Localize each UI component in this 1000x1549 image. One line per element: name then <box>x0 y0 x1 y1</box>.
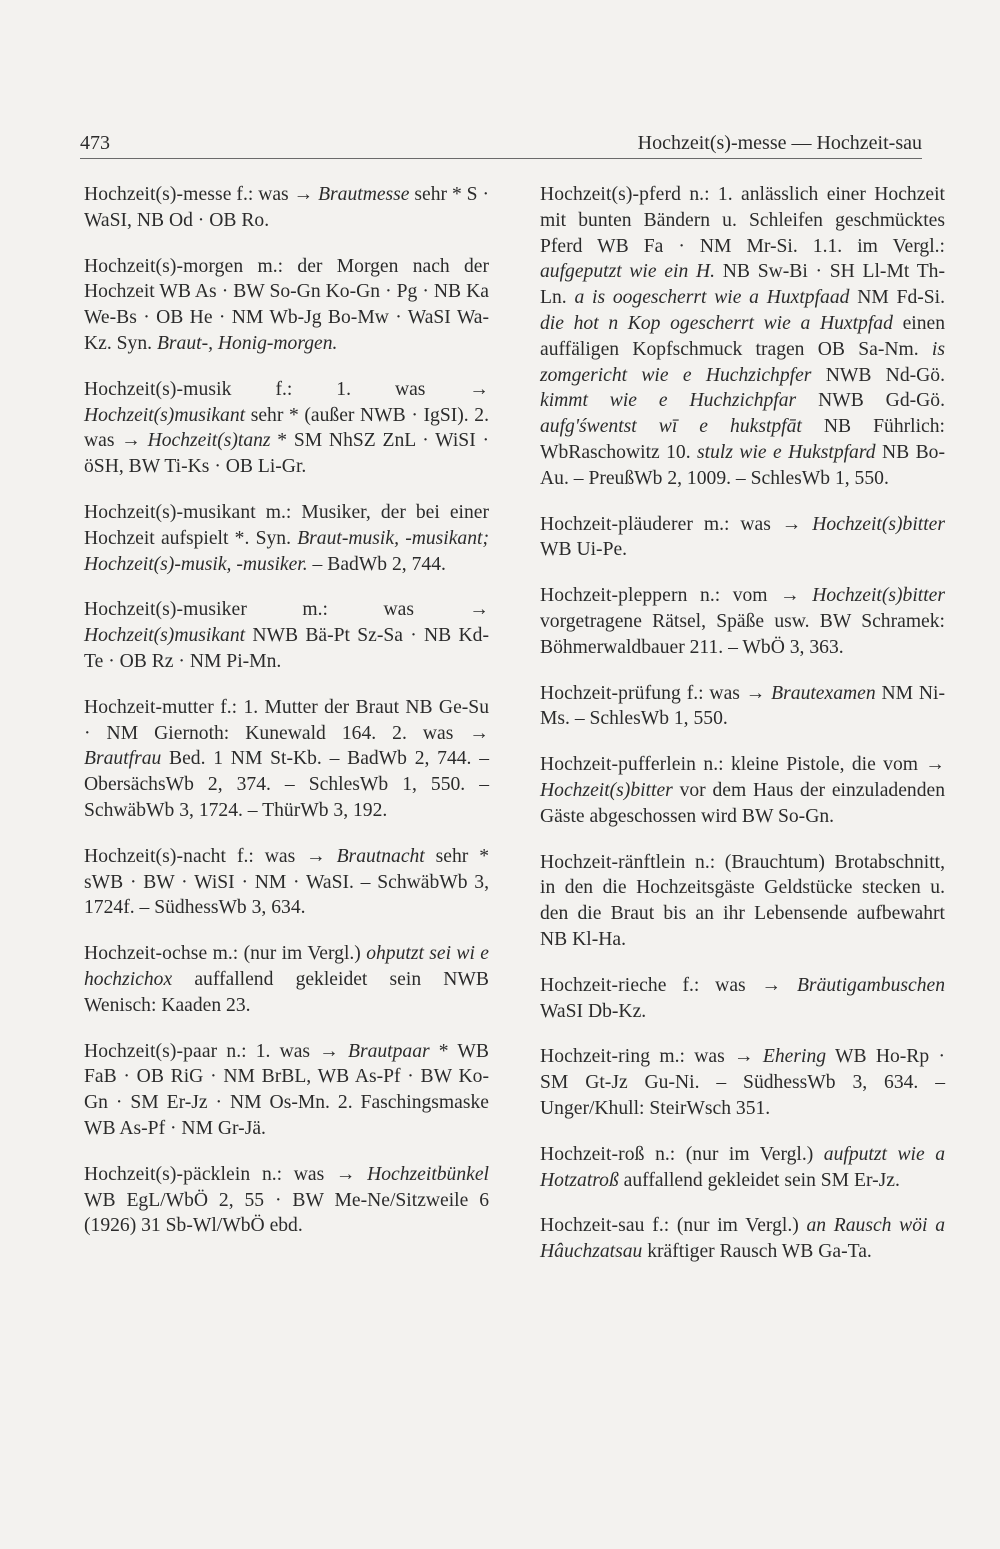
entry-body-text: vor dem Haus der einzuladenden Gäste abgeschossen wird BW So-Gn. <box>540 779 945 827</box>
entry-italic-text: Hochzeit(s)musikant <box>84 404 246 426</box>
entry-body-text: WB Ho-Rp · SM Gt-Jz Gu-Ni. – SüdhessWb 3, 634. – Unger/Khull: SteirWsch 351. <box>540 1046 945 1119</box>
entry-italic-text: Hochzeit(s)bitter <box>812 513 945 535</box>
dictionary-entry <box>540 850 945 953</box>
entry-body-text: Bed. 1 NM St-Kb. – BadWb 2, 744. – ObersächsWb 2, 374. – SchlesWb 1, 550. – SchwäbWb 3, 1724. – ThürWb 3, 192. <box>84 748 489 821</box>
entry-italic-text: kimmt wie e Huchzichpfar <box>540 390 797 412</box>
entry-text <box>540 681 945 733</box>
dictionary-entry <box>540 1044 945 1121</box>
entry-body-text: NM Fd-Si. <box>849 287 946 309</box>
dictionary-entry <box>540 973 945 1025</box>
dictionary-entry <box>540 512 945 564</box>
entry-italic-text: an Rausch wöi a Hâuchzatsau <box>540 1215 945 1263</box>
entry-lemma: Hochzeit-rieche <box>540 974 667 996</box>
entry-body-text: m.: was → <box>650 1046 763 1068</box>
running-head: Hochzeit(s)-messe — Hochzeit-sau <box>637 132 922 154</box>
entry-text <box>84 377 489 480</box>
page-number: 473 <box>80 132 110 154</box>
entry-text <box>84 597 489 674</box>
entry-lemma: Hochzeit(s)-musikant <box>84 501 256 523</box>
entry-lemma: Hochzeit(s)-morgen <box>84 255 244 277</box>
dictionary-entry <box>84 377 489 480</box>
entry-italic-text: Braut-, Honig-morgen. <box>156 332 338 354</box>
entry-lemma: Hochzeit-pufferlein <box>540 754 697 776</box>
entry-lemma: Hochzeit-roß <box>540 1143 645 1165</box>
entry-lemma: Hochzeit-pläuderer <box>540 513 694 535</box>
entry-body-text: * WB FaB · OB RiG · NM BrBL, WB As-Pf · BW Ko-Gn · SM Er-Jz · NM Os-Mn. 2. Faschingsmaske WB As-Pf · NM Gr-Jä. <box>84 1040 489 1139</box>
entry-body-text: f.: (nur im Vergl.) <box>644 1215 807 1237</box>
entry-lemma: Hochzeit-mutter <box>84 696 214 718</box>
left-column <box>84 182 489 1259</box>
dictionary-entry <box>84 597 489 674</box>
entry-body-text: n.: (Brauchtum) Brotabschnitt, in den die Hochzeitsgäste Geldstücke stecken u. den die Braut bis an ihr Lebensende aufbewahrt NB Kl-Ha. <box>540 851 945 950</box>
entry-text <box>84 1162 489 1239</box>
dictionary-entry <box>84 1039 489 1142</box>
dictionary-entry <box>84 695 489 824</box>
entry-body-text: f.: was → <box>231 184 319 205</box>
entry-italic-text: Bräutigambuschen <box>796 974 945 996</box>
dictionary-entry <box>84 182 489 234</box>
entry-body-text: n.: 1. was → <box>217 1040 348 1062</box>
entry-lemma: Hochzeit(s)-nacht <box>84 845 227 867</box>
entry-lemma: Hochzeit-ränftlein <box>540 851 686 873</box>
entry-body-text: f.: was → <box>666 974 797 996</box>
entry-italic-text: Brautexamen <box>771 682 876 704</box>
entry-text <box>540 1044 945 1121</box>
entry-lemma: Hochzeit-pleppern <box>540 585 688 607</box>
entry-text <box>84 941 489 1018</box>
entry-body-text: f.: was → <box>680 682 772 704</box>
entry-italic-text: is zomgericht wie e Huchzichpfer <box>540 338 945 386</box>
entry-body-text: m.: (nur im Vergl.) <box>207 943 367 965</box>
entry-text <box>84 695 489 824</box>
entry-lemma: Hochzeit(s)-musiker <box>84 599 247 621</box>
entry-body-text: n.: kleine Pistole, die vom → <box>696 754 945 776</box>
entry-italic-text: Ehering <box>762 1046 827 1068</box>
entry-text <box>540 973 945 1025</box>
dictionary-entry <box>84 1162 489 1239</box>
entry-lemma: Hochzeit(s)-päcklein <box>84 1163 251 1185</box>
entry-body-text: n.: vom → <box>687 585 813 607</box>
dictionary-entry <box>540 681 945 733</box>
entry-body-text: NWB Nd-Gö. <box>811 364 946 386</box>
entry-italic-text: Hochzeit(s)bitter <box>540 779 673 801</box>
entry-text <box>540 1213 945 1265</box>
entry-body-text: NWB Gd-Gö. <box>796 390 946 412</box>
entry-text <box>540 182 945 492</box>
entry-body-text: m.: was → <box>693 513 813 535</box>
entry-lemma: Hochzeit(s)-messe <box>84 184 232 205</box>
entry-italic-text: Brautnacht <box>336 845 425 867</box>
entry-text <box>84 500 489 577</box>
entry-italic-text: aufg'śwentst wī e hukstpfāt <box>540 416 802 438</box>
entry-italic-text: Hochzeit(s)tanz <box>147 430 271 452</box>
entry-body-text: f.: 1. was → <box>231 378 489 400</box>
entry-italic-text: ohputzt sei wi e hochzichox <box>84 943 489 990</box>
entry-lemma: Hochzeit-prüfung <box>540 682 681 704</box>
dictionary-entry <box>540 752 945 829</box>
entry-italic-text: die hot n Kop ogescherrt wie a Huxtpfad <box>540 312 893 334</box>
entry-body-text: m.: der Morgen nach der Hochzeit WB As · BW So-Gn Ko-Gn · Pg · NB Ka We-Bs · OB He · NM Wb-Jg Bo-Mw · WaSI Wa-Kz. Syn. <box>84 255 489 354</box>
entry-text <box>84 182 489 234</box>
entry-italic-text: Hochzeitbünkel <box>367 1163 489 1185</box>
entry-body-text: WaSI Db-Kz. <box>540 1000 647 1022</box>
dictionary-entry <box>84 254 489 357</box>
entry-body-text: NM Ni-Ms. – SchlesWb 1, 550. <box>540 682 945 730</box>
entry-body-text: NB Bo-Au. – PreußWb 2, 1009. – SchlesWb 1, 550. <box>540 441 945 489</box>
entry-italic-text: a is oogescherrt wie a Huxtpfaad <box>574 287 850 309</box>
entry-body-text: NB Führlich: WbRaschowitz 10. <box>540 416 945 463</box>
entry-italic-text: aufgeputzt wie ein H. <box>540 261 716 283</box>
entry-body-text: NWB Bä-Pt Sz-Sa · NB Kd-Te · OB Rz · NM Pi-Mn. <box>84 625 489 672</box>
entry-body-text: sehr * sWB · BW · WiSI · NM · WaSI. – SchwäbWb 3, 1724f. – SüdhessWb 3, 634. <box>84 845 489 919</box>
entry-body-text: m.: Musiker, der bei einer Hochzeit aufspielt *. Syn. <box>84 501 489 549</box>
entry-lemma: Hochzeit-ring <box>540 1046 651 1068</box>
entry-text <box>540 583 945 660</box>
entry-body-text: * SM NhSZ ZnL · WiSI · öSH, BW Ti-Ks · OB Li-Gr. <box>84 430 489 478</box>
entry-body-text: f.: 1. Mutter der Braut NB Ge-Su · NM Giernoth: Kunewald 164. 2. was → <box>84 696 489 744</box>
entry-body-text: WB Ui-Pe. <box>540 539 628 561</box>
entry-lemma: Hochzeit(s)-musik <box>84 378 232 400</box>
entry-italic-text: Hochzeit(s)musikant <box>84 625 246 647</box>
entry-italic-text: stulz wie e Hukstpfard <box>697 441 876 463</box>
entry-text <box>540 1142 945 1194</box>
entry-text <box>84 844 489 921</box>
entry-body-text: m.: was → <box>246 599 489 621</box>
dictionary-entry <box>540 1142 945 1194</box>
entry-italic-text: Brautfrau <box>84 748 162 770</box>
entry-body-text: WB EgL/WbÖ 2, 55 · BW Me-Ne/Sitzweile 6 (1926) 31 Sb-Wl/WbÖ ebd. <box>84 1189 489 1237</box>
header-rule <box>80 158 922 159</box>
dictionary-entry <box>84 844 489 921</box>
entry-body-text: auffallend gekleidet sein SM Er-Jz. <box>618 1169 900 1191</box>
dictionary-entry <box>84 941 489 1018</box>
entry-text <box>540 512 945 564</box>
entry-body-text: f.: was → <box>226 845 337 867</box>
entry-body-text: n.: was → <box>250 1163 368 1185</box>
entry-body-text: kräftiger Rausch WB Ga-Ta. <box>642 1241 872 1263</box>
entry-body-text: n.: (nur im Vergl.) <box>644 1143 824 1165</box>
dictionary-entry <box>540 182 945 492</box>
entry-italic-text: aufputzt wie a Hotzatroß <box>540 1143 945 1191</box>
entry-italic-text: Brautpaar <box>347 1040 430 1062</box>
entry-italic-text: Brautmesse <box>318 184 410 205</box>
entry-italic-text: Braut-musik, -musikant; Hochzeit(s)-musik, -musiker. <box>84 527 489 575</box>
entry-body-text: n.: 1. anlässlich einer Hochzeit mit bunten Bändern u. Schleifen geschmücktes Pferd WB Fa · NM Mr-Si. 1.1. im Vergl.: <box>540 184 945 257</box>
entry-text <box>84 1039 489 1142</box>
entry-lemma: Hochzeit(s)-pferd <box>540 184 681 205</box>
dictionary-entry <box>84 500 489 577</box>
dictionary-entry <box>540 583 945 660</box>
entry-lemma: Hochzeit-sau <box>540 1215 645 1237</box>
entry-body-text: NB Sw-Bi · SH Ll-Mt Th-Ln. <box>540 261 945 309</box>
right-column <box>540 182 945 1285</box>
entry-body-text: auffallend gekleidet sein NWB Wenisch: Kaaden 23. <box>84 968 489 1016</box>
entry-body-text: einen auffäligen Kopfschmuck tragen OB Sa-Nm. <box>540 312 945 360</box>
entry-body-text: – BadWb 2, 744. <box>307 553 446 575</box>
entry-body-text: vorgetragene Rätsel, Späße usw. BW Schramek: Böhmerwaldbauer 211. – WbÖ 3, 363. <box>540 610 945 658</box>
entry-body-text: sehr * S · WaSI, NB Od · OB Ro. <box>84 184 489 231</box>
entry-text <box>540 752 945 829</box>
dictionary-page <box>80 128 946 1508</box>
entry-text <box>540 850 945 953</box>
page-header <box>80 128 922 162</box>
entry-lemma: Hochzeit(s)-paar <box>84 1040 218 1062</box>
entry-lemma: Hochzeit-ochse <box>84 943 208 965</box>
entry-italic-text: Hochzeit(s)bitter <box>812 585 945 607</box>
entry-text <box>84 254 489 357</box>
entry-body-text: sehr * (außer NWB · IgSI). 2. was → <box>84 404 489 452</box>
dictionary-entry <box>540 1213 945 1265</box>
